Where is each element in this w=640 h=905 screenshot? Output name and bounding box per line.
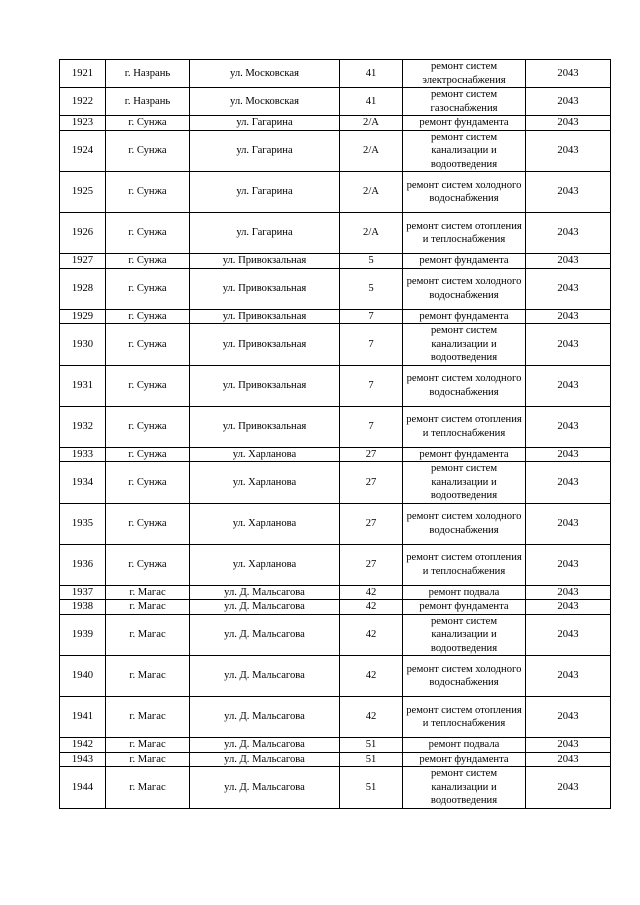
table-row: [60, 254, 611, 269]
city-cell: г. Сунжа: [106, 172, 190, 213]
year-cell: 2043: [526, 656, 611, 697]
house-number-cell: 42: [340, 614, 403, 656]
table-row: [60, 268, 611, 309]
table-row: [60, 767, 611, 809]
year-cell: 2043: [526, 268, 611, 309]
house-number-cell: 51: [340, 738, 403, 753]
street-cell: ул. Гагарина: [190, 116, 340, 131]
city-cell: г. Сунжа: [106, 116, 190, 131]
row-number-cell: 1938: [60, 600, 106, 615]
street-cell: ул. Д. Мальсагова: [190, 738, 340, 753]
house-number-cell: 41: [340, 88, 403, 116]
street-cell: ул. Привокзальная: [190, 309, 340, 324]
row-number-cell: 1943: [60, 752, 106, 767]
city-cell: г. Сунжа: [106, 254, 190, 269]
table-row: [60, 130, 611, 172]
row-number-cell: 1940: [60, 656, 106, 697]
year-cell: 2043: [526, 172, 611, 213]
city-cell: г. Сунжа: [106, 365, 190, 406]
table-row: [60, 365, 611, 406]
row-number-cell: 1941: [60, 697, 106, 738]
year-cell: 2043: [526, 213, 611, 254]
repair-schedule-table: [59, 59, 611, 809]
row-number-cell: 1924: [60, 130, 106, 172]
house-number-cell: 7: [340, 324, 403, 366]
year-cell: 2043: [526, 697, 611, 738]
street-cell: ул. Д. Мальсагова: [190, 697, 340, 738]
table-row: [60, 614, 611, 656]
table-row: [60, 752, 611, 767]
table-row: [60, 738, 611, 753]
work-type-cell: ремонт фундамента: [403, 752, 526, 767]
work-type-cell: ремонт систем канализации и водоотведения: [403, 614, 526, 656]
street-cell: ул. Харланова: [190, 447, 340, 462]
street-cell: ул. Харланова: [190, 544, 340, 585]
street-cell: ул. Д. Мальсагова: [190, 752, 340, 767]
city-cell: г. Сунжа: [106, 213, 190, 254]
street-cell: ул. Гагарина: [190, 130, 340, 172]
house-number-cell: 42: [340, 656, 403, 697]
house-number-cell: 41: [340, 60, 403, 88]
city-cell: г. Сунжа: [106, 406, 190, 447]
work-type-cell: ремонт систем отопления и теплоснабжения: [403, 544, 526, 585]
row-number-cell: 1928: [60, 268, 106, 309]
house-number-cell: 5: [340, 254, 403, 269]
house-number-cell: 2/А: [340, 130, 403, 172]
table-row: [60, 116, 611, 131]
city-cell: г. Назрань: [106, 60, 190, 88]
street-cell: ул. Гагарина: [190, 172, 340, 213]
work-type-cell: ремонт систем холодного водоснабжения: [403, 656, 526, 697]
table-row: [60, 544, 611, 585]
work-type-cell: ремонт систем холодного водоснабжения: [403, 503, 526, 544]
table-row: [60, 585, 611, 600]
work-type-cell: ремонт систем канализации и водоотведения: [403, 462, 526, 504]
city-cell: г. Сунжа: [106, 462, 190, 504]
city-cell: г. Назрань: [106, 88, 190, 116]
house-number-cell: 7: [340, 406, 403, 447]
house-number-cell: 51: [340, 752, 403, 767]
city-cell: г. Магас: [106, 614, 190, 656]
street-cell: ул. Д. Мальсагова: [190, 614, 340, 656]
street-cell: ул. Московская: [190, 88, 340, 116]
street-cell: ул. Харланова: [190, 462, 340, 504]
year-cell: 2043: [526, 767, 611, 809]
work-type-cell: ремонт систем канализации и водоотведения: [403, 324, 526, 366]
work-type-cell: ремонт систем холодного водоснабжения: [403, 268, 526, 309]
street-cell: ул. Привокзальная: [190, 254, 340, 269]
work-type-cell: ремонт подвала: [403, 738, 526, 753]
row-number-cell: 1922: [60, 88, 106, 116]
row-number-cell: 1942: [60, 738, 106, 753]
year-cell: 2043: [526, 130, 611, 172]
work-type-cell: ремонт фундамента: [403, 447, 526, 462]
table-row: [60, 324, 611, 366]
street-cell: ул. Д. Мальсагова: [190, 585, 340, 600]
row-number-cell: 1921: [60, 60, 106, 88]
street-cell: ул. Привокзальная: [190, 365, 340, 406]
house-number-cell: 5: [340, 268, 403, 309]
street-cell: ул. Привокзальная: [190, 406, 340, 447]
year-cell: 2043: [526, 116, 611, 131]
city-cell: г. Магас: [106, 752, 190, 767]
year-cell: 2043: [526, 462, 611, 504]
row-number-cell: 1926: [60, 213, 106, 254]
house-number-cell: 7: [340, 365, 403, 406]
work-type-cell: ремонт систем газоснабжения: [403, 88, 526, 116]
house-number-cell: 42: [340, 600, 403, 615]
house-number-cell: 27: [340, 503, 403, 544]
house-number-cell: 42: [340, 585, 403, 600]
street-cell: ул. Д. Мальсагова: [190, 600, 340, 615]
house-number-cell: 51: [340, 767, 403, 809]
city-cell: г. Сунжа: [106, 130, 190, 172]
row-number-cell: 1931: [60, 365, 106, 406]
house-number-cell: 27: [340, 447, 403, 462]
table-row: [60, 697, 611, 738]
city-cell: г. Сунжа: [106, 503, 190, 544]
year-cell: 2043: [526, 503, 611, 544]
table-row: [60, 60, 611, 88]
house-number-cell: 42: [340, 697, 403, 738]
year-cell: 2043: [526, 309, 611, 324]
table-row: [60, 600, 611, 615]
table-row: [60, 503, 611, 544]
work-type-cell: ремонт систем холодного водоснабжения: [403, 172, 526, 213]
street-cell: ул. Харланова: [190, 503, 340, 544]
work-type-cell: ремонт систем холодного водоснабжения: [403, 365, 526, 406]
street-cell: ул. Привокзальная: [190, 324, 340, 366]
work-type-cell: ремонт систем отопления и теплоснабжения: [403, 213, 526, 254]
work-type-cell: ремонт систем отопления и теплоснабжения: [403, 406, 526, 447]
house-number-cell: 2/А: [340, 172, 403, 213]
house-number-cell: 7: [340, 309, 403, 324]
row-number-cell: 1930: [60, 324, 106, 366]
year-cell: 2043: [526, 60, 611, 88]
row-number-cell: 1937: [60, 585, 106, 600]
city-cell: г. Сунжа: [106, 544, 190, 585]
street-cell: ул. Д. Мальсагова: [190, 767, 340, 809]
year-cell: 2043: [526, 600, 611, 615]
city-cell: г. Сунжа: [106, 309, 190, 324]
table-row: [60, 462, 611, 504]
year-cell: 2043: [526, 544, 611, 585]
row-number-cell: 1934: [60, 462, 106, 504]
row-number-cell: 1933: [60, 447, 106, 462]
work-type-cell: ремонт фундамента: [403, 309, 526, 324]
table-row: [60, 88, 611, 116]
year-cell: 2043: [526, 88, 611, 116]
table-row: [60, 213, 611, 254]
city-cell: г. Магас: [106, 767, 190, 809]
work-type-cell: ремонт систем канализации и водоотведения: [403, 130, 526, 172]
year-cell: 2043: [526, 254, 611, 269]
year-cell: 2043: [526, 752, 611, 767]
year-cell: 2043: [526, 738, 611, 753]
street-cell: ул. Гагарина: [190, 213, 340, 254]
row-number-cell: 1923: [60, 116, 106, 131]
table-row: [60, 172, 611, 213]
year-cell: 2043: [526, 614, 611, 656]
row-number-cell: 1944: [60, 767, 106, 809]
row-number-cell: 1936: [60, 544, 106, 585]
year-cell: 2043: [526, 406, 611, 447]
work-type-cell: ремонт систем канализации и водоотведения: [403, 767, 526, 809]
street-cell: ул. Привокзальная: [190, 268, 340, 309]
city-cell: г. Сунжа: [106, 268, 190, 309]
work-type-cell: ремонт систем отопления и теплоснабжения: [403, 697, 526, 738]
work-type-cell: ремонт подвала: [403, 585, 526, 600]
row-number-cell: 1935: [60, 503, 106, 544]
city-cell: г. Магас: [106, 600, 190, 615]
table-row: [60, 656, 611, 697]
table-body: [60, 60, 611, 809]
house-number-cell: 27: [340, 462, 403, 504]
row-number-cell: 1927: [60, 254, 106, 269]
year-cell: 2043: [526, 324, 611, 366]
year-cell: 2043: [526, 447, 611, 462]
year-cell: 2043: [526, 365, 611, 406]
house-number-cell: 2/А: [340, 213, 403, 254]
city-cell: г. Магас: [106, 656, 190, 697]
row-number-cell: 1932: [60, 406, 106, 447]
work-type-cell: ремонт фундамента: [403, 600, 526, 615]
table-row: [60, 309, 611, 324]
house-number-cell: 27: [340, 544, 403, 585]
street-cell: ул. Московская: [190, 60, 340, 88]
city-cell: г. Магас: [106, 585, 190, 600]
row-number-cell: 1929: [60, 309, 106, 324]
table-row: [60, 447, 611, 462]
city-cell: г. Сунжа: [106, 447, 190, 462]
street-cell: ул. Д. Мальсагова: [190, 656, 340, 697]
city-cell: г. Магас: [106, 738, 190, 753]
row-number-cell: 1939: [60, 614, 106, 656]
work-type-cell: ремонт фундамента: [403, 116, 526, 131]
city-cell: г. Магас: [106, 697, 190, 738]
year-cell: 2043: [526, 585, 611, 600]
work-type-cell: ремонт систем электроснабжения: [403, 60, 526, 88]
table-row: [60, 406, 611, 447]
work-type-cell: ремонт фундамента: [403, 254, 526, 269]
house-number-cell: 2/А: [340, 116, 403, 131]
row-number-cell: 1925: [60, 172, 106, 213]
city-cell: г. Сунжа: [106, 324, 190, 366]
